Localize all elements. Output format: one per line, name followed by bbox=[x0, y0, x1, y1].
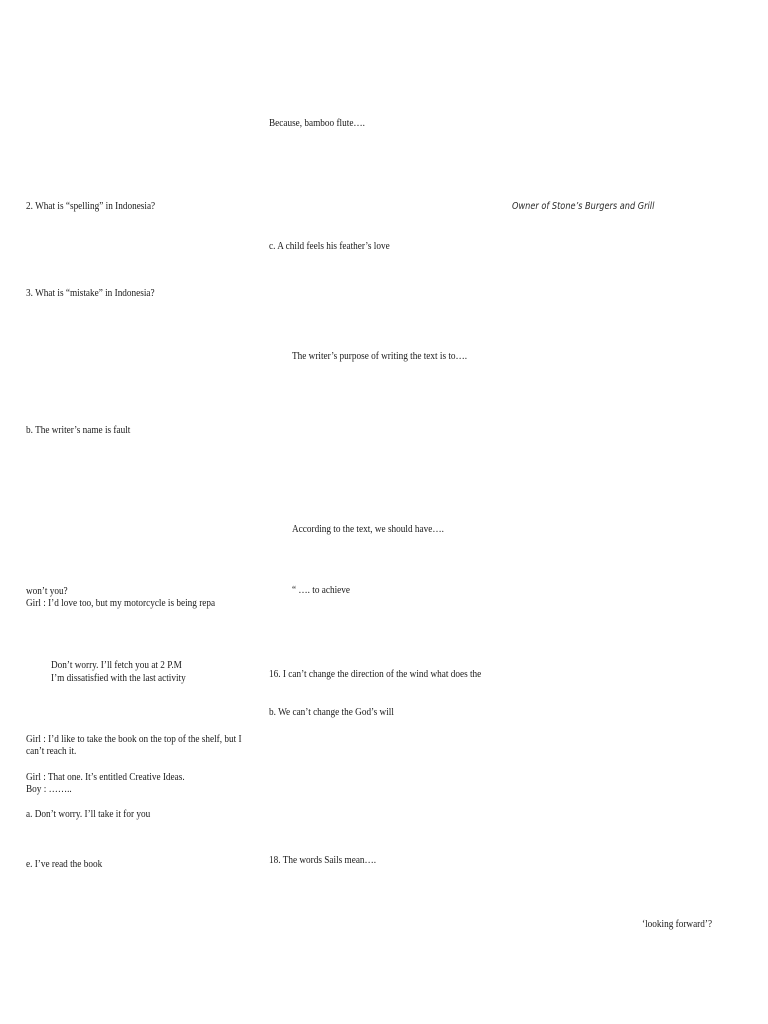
question-16: 16. I can’t change the direction of the wind what does the bbox=[269, 669, 482, 680]
text-according: According to the text, we should have…. bbox=[292, 524, 444, 535]
text-achieve: “ …. to achieve bbox=[292, 585, 350, 596]
text-girl-book-line2: can’t reach it. bbox=[26, 746, 77, 757]
text-boy: Boy : …….. bbox=[26, 784, 72, 795]
text-writer-purpose: The writer’s purpose of writing the text is to…. bbox=[292, 351, 468, 362]
option-b-writer-name: b. The writer’s name is fault bbox=[26, 425, 131, 436]
text-looking-forward: ‘looking forward’? bbox=[642, 919, 713, 930]
text-owner-caption: Owner of Stone’s Burgers and Grill bbox=[512, 201, 655, 212]
text-girl-love: Girl : I’d love too, but my motorcycle is being repa bbox=[26, 598, 216, 609]
question-2: 2. What is “spelling” in Indonesia? bbox=[26, 201, 156, 212]
text-girl-title: Girl : That one. It’s entitled Creative Ideas. bbox=[26, 772, 185, 783]
text-dissatisfied: I’m dissatisfied with the last activity bbox=[51, 673, 186, 684]
text-wont-you: won’t you? bbox=[26, 586, 68, 597]
text-bamboo-flute: Because, bamboo flute…. bbox=[269, 118, 365, 129]
option-c-child: c. A child feels his feather’s love bbox=[269, 241, 390, 252]
option-a-take-it: a. Don’t worry. I’ll take it for you bbox=[26, 809, 151, 820]
option-e-read-book: e. I’ve read the book bbox=[26, 859, 103, 870]
text-dont-worry-fetch: Don’t worry. I’ll fetch you at 2 P.M bbox=[51, 660, 182, 671]
question-3: 3. What is “mistake” in Indonesia? bbox=[26, 288, 155, 299]
text-girl-book-line1: Girl : I’d like to take the book on the top of the shelf, but I bbox=[26, 734, 242, 745]
question-18: 18. The words Sails mean…. bbox=[269, 855, 377, 866]
option-b-gods-will: b. We can’t change the God’s will bbox=[269, 707, 394, 718]
